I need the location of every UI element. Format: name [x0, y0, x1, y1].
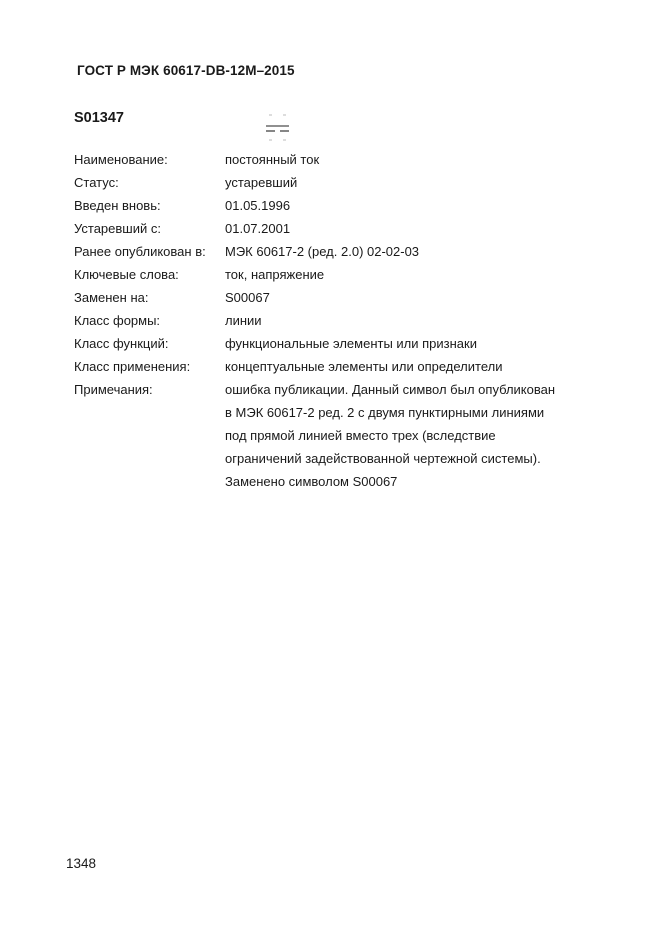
- field-label: Заменен на:: [74, 290, 149, 305]
- field-value: устаревший: [225, 175, 298, 190]
- field-label: Класс формы:: [74, 313, 161, 328]
- field-label: Класс применения:: [74, 359, 191, 374]
- field-row-notes: [74, 378, 614, 493]
- field-row-function-class: [74, 332, 614, 355]
- field-row-replaced-by: [74, 286, 614, 309]
- symbol-id: S01347: [74, 110, 124, 126]
- field-label: Ключевые слова:: [74, 267, 179, 282]
- notes-label: Примечания:: [74, 382, 153, 397]
- notes-line: ограничений задействованной чертежной системы).: [225, 451, 541, 466]
- field-label: Статус:: [74, 175, 119, 190]
- field-value: линии: [225, 313, 262, 328]
- notes-line: Заменено символом S00067: [225, 474, 398, 489]
- field-label: Наименование:: [74, 152, 168, 167]
- document-header: ГОСТ Р МЭК 60617-DB-12M–2015: [77, 63, 295, 78]
- field-value: МЭК 60617-2 (ред. 2.0) 02-02-03: [225, 244, 420, 259]
- notes-line: ошибка публикации. Данный символ был опубликован: [225, 382, 556, 397]
- field-value: постоянный ток: [225, 152, 320, 167]
- field-label: Класс функций:: [74, 336, 169, 351]
- field-row-application-class: [74, 355, 614, 378]
- field-value: концептуальные элементы или определители: [225, 359, 503, 374]
- field-label: Устаревший с:: [74, 221, 161, 236]
- field-row-name: [74, 148, 614, 171]
- field-value: 01.05.1996: [225, 198, 291, 213]
- field-row-previously-published: [74, 240, 614, 263]
- notes-text: [225, 378, 614, 493]
- field-value: S00067: [225, 290, 270, 305]
- field-row-status: [74, 171, 614, 194]
- field-row-shape-class: [74, 309, 614, 332]
- field-row-introduced: [74, 194, 614, 217]
- notes-line: в МЭК 60617-2 ред. 2 с двумя пунктирными линиями: [225, 405, 545, 420]
- dc-current-symbol-icon: [265, 113, 291, 143]
- field-row-keywords: [74, 263, 614, 286]
- field-value: функциональные элементы или признаки: [225, 336, 477, 351]
- field-label: Ранее опубликован в:: [74, 244, 206, 259]
- symbol-fields: [74, 148, 614, 493]
- field-row-obsolete-since: [74, 217, 614, 240]
- notes-line: под прямой линией вместо трех (вследствие: [225, 428, 496, 443]
- field-label: Введен вновь:: [74, 198, 161, 213]
- field-value: 01.07.2001: [225, 221, 291, 236]
- field-value: ток, напряжение: [225, 267, 325, 282]
- page-number: 1348: [66, 856, 97, 871]
